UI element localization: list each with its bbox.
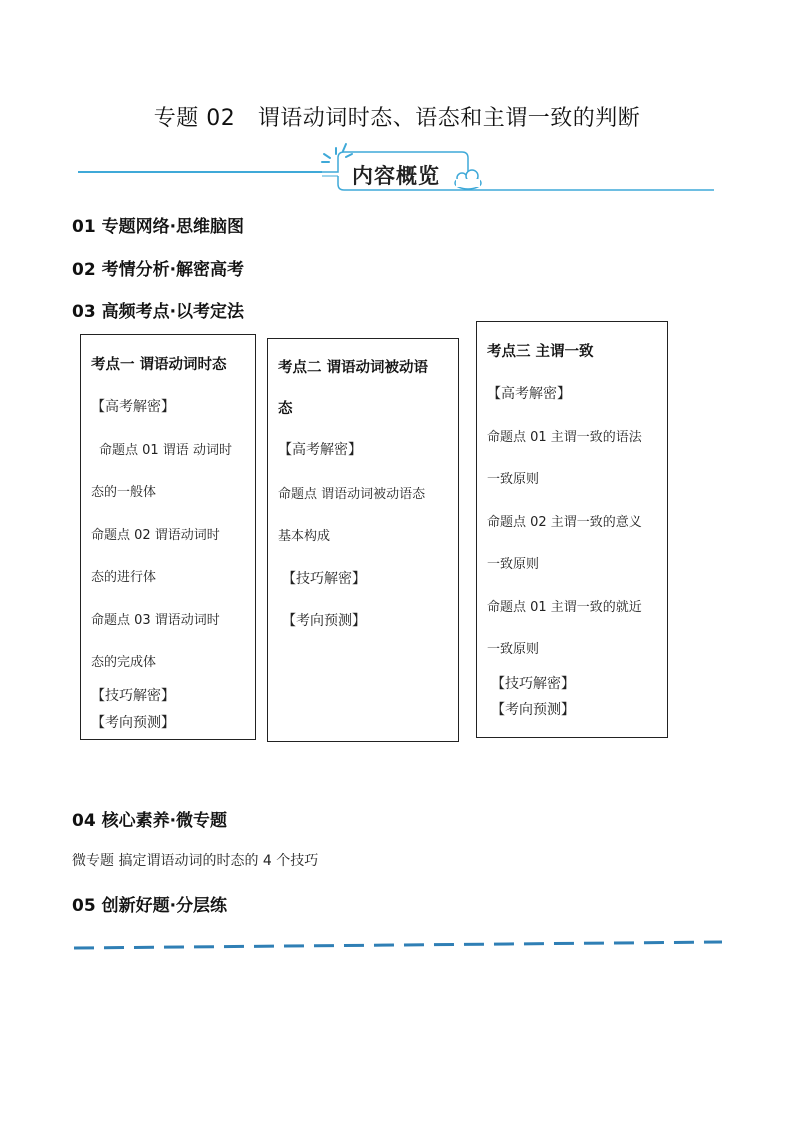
box-1-line: 【技巧解密】 bbox=[91, 688, 175, 704]
box-3-line: 【考向预测】 bbox=[491, 702, 575, 718]
micro-topic-line: 微专题 搞定谓语动词的时态的 4 个技巧 bbox=[72, 853, 319, 869]
section-2-heading: 02 考情分析·解密高考 bbox=[72, 260, 245, 280]
content-overview-label: 内容概览 bbox=[352, 164, 440, 188]
box-2-line: 【技巧解密】 bbox=[282, 571, 366, 587]
document-title: 专题 02 谓语动词时态、语态和主谓一致的判断 bbox=[153, 106, 641, 131]
section-3-heading: 03 高频考点·以考定法 bbox=[72, 302, 245, 322]
box-1-heading: 考点一 谓语动词时态 bbox=[91, 357, 227, 373]
section-1-heading: 01 专题网络·思维脑图 bbox=[72, 217, 245, 237]
box-3-line: 一致原则 bbox=[487, 642, 540, 657]
box-3-line: 命题点 01 主谓一致的就近 bbox=[487, 600, 642, 615]
box-3-line: 一致原则 bbox=[487, 557, 540, 572]
box-3-heading: 考点三 主谓一致 bbox=[487, 344, 594, 360]
box-2-line: 【高考解密】 bbox=[278, 442, 362, 458]
cloud-icon bbox=[455, 170, 481, 189]
section-4-heading: 04 核心素养·微专题 bbox=[72, 811, 228, 831]
box-2-line: 【考向预测】 bbox=[282, 613, 366, 629]
box-2-heading: 考点二 谓语动词被动语 bbox=[278, 360, 429, 376]
box-1-line: 【高考解密】 bbox=[91, 399, 175, 415]
box-3-line: 【技巧解密】 bbox=[491, 676, 575, 692]
topic-box-3 bbox=[476, 321, 668, 738]
box-2-line: 命题点 谓语动词被动语态 bbox=[278, 487, 426, 502]
sparkle-icon bbox=[322, 144, 352, 162]
box-2-heading-cont: 态 bbox=[278, 401, 293, 417]
box-1-line: 命题点 01 谓语 动词时 bbox=[99, 443, 232, 458]
box-3-line: 一致原则 bbox=[487, 472, 540, 487]
box-1-line: 态的一般体 bbox=[91, 485, 157, 500]
box-3-line: 【高考解密】 bbox=[487, 386, 571, 402]
box-1-line: 命题点 03 谓语动词时 bbox=[91, 613, 220, 628]
box-3-line: 命题点 02 主谓一致的意义 bbox=[487, 515, 642, 530]
box-3-line: 命题点 01 主谓一致的语法 bbox=[487, 430, 642, 445]
dashed-divider bbox=[0, 930, 794, 950]
box-2-line: 基本构成 bbox=[278, 529, 331, 544]
topic-box-2 bbox=[267, 338, 459, 742]
box-1-line: 态的进行体 bbox=[91, 570, 157, 585]
section-5-heading: 05 创新好题·分层练 bbox=[72, 896, 228, 916]
box-1-line: 【考向预测】 bbox=[91, 715, 175, 731]
box-1-line: 态的完成体 bbox=[91, 655, 157, 670]
box-1-line: 命题点 02 谓语动词时 bbox=[91, 528, 220, 543]
topic-box-1 bbox=[80, 334, 256, 740]
